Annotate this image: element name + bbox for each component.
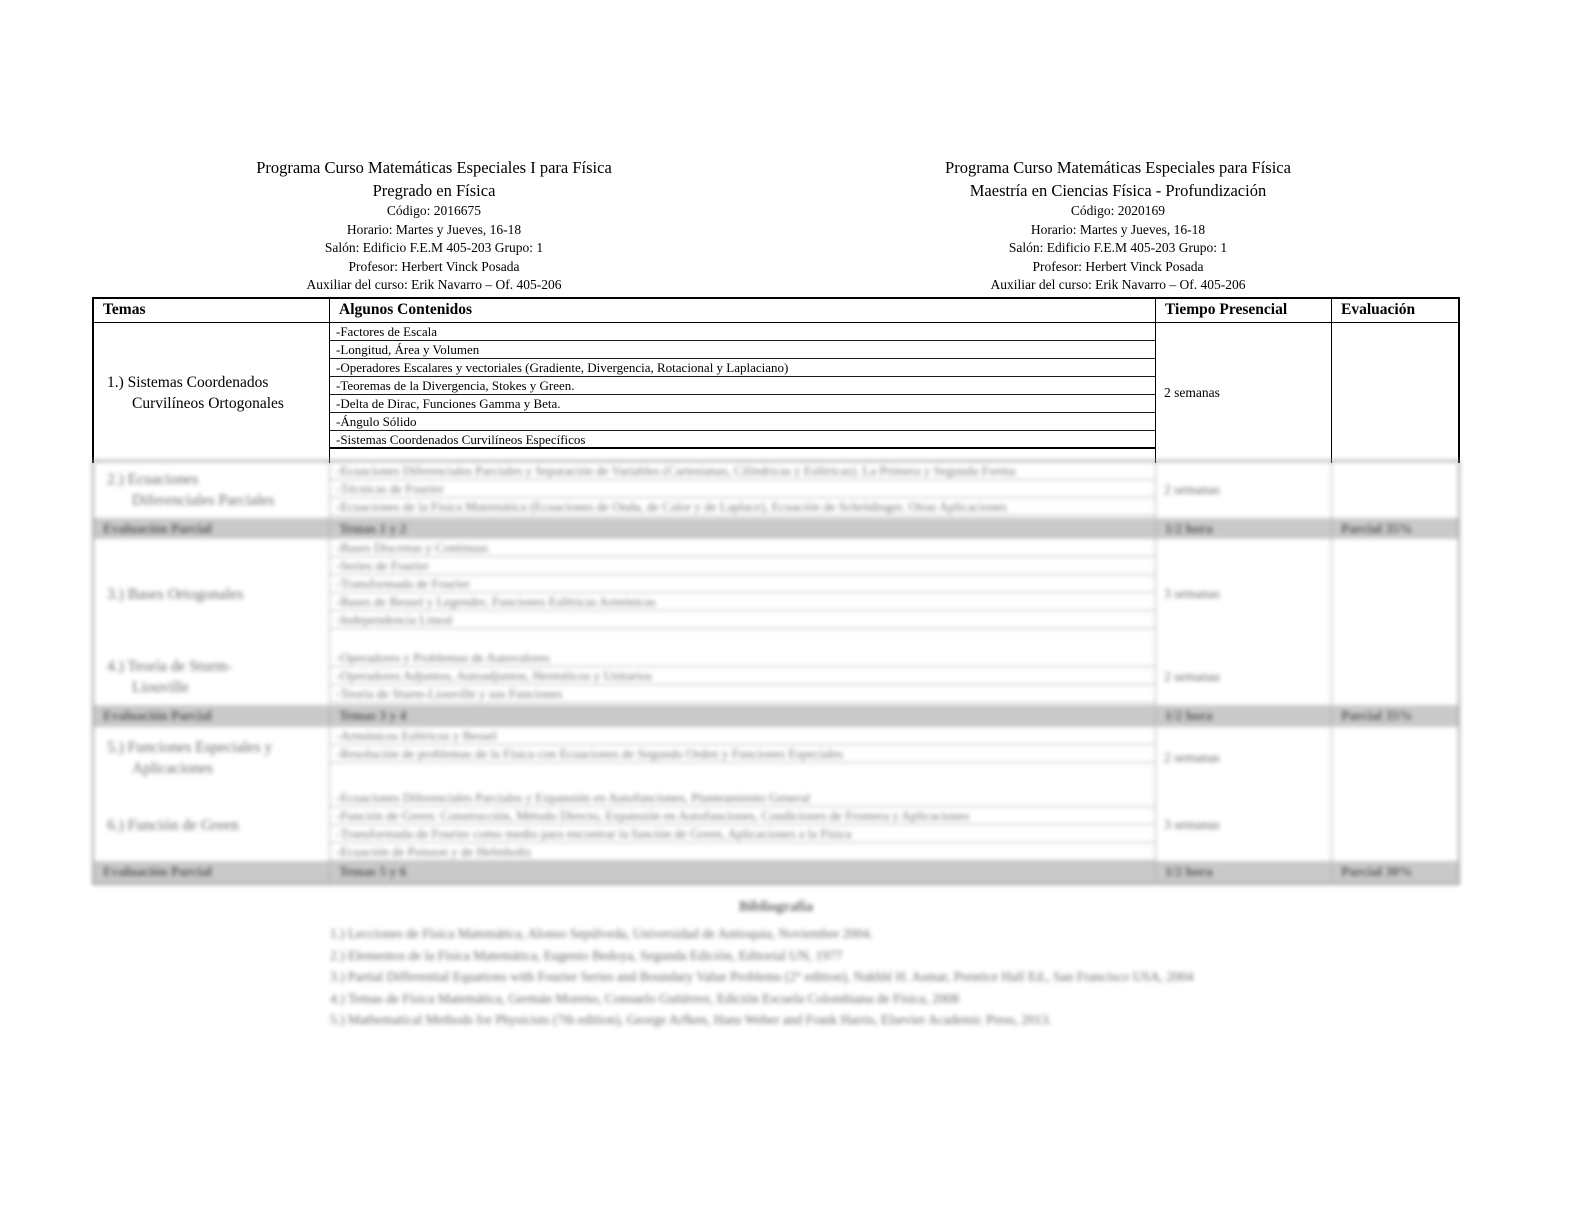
tema-label-line: Curvilíneos Ortogonales [132,395,284,412]
column-header-tiempo: Tiempo Presencial [1156,299,1332,322]
bibliography-entry: 4.) Temas de Física Matemática, Germán Moreno, Consuelo Gutiérrez, Edición Escuela Colombiana de Física, 2008 [330,990,960,1006]
tiempo-cell: 2 semanas [1156,462,1332,518]
tema-label-line: Liouville [132,679,189,696]
content-item: -Armónicos Esféricos y Bessel [330,727,1155,745]
course-schedule: Horario: Martes y Jueves, 16-18 [1030,221,1206,237]
tema-label-line: 4.) Teoría de Sturm- [107,658,233,675]
bibliography [92,899,1460,1031]
bibliography-entry: 1.) Lecciones de Física Matemática, Alonso Sepúlveda, Universidad de Antioquia, Noviembre 2004. [330,926,873,941]
evaluacion-cell [1332,649,1458,705]
tema-label-line: 3.) Bases Ortogonales [107,585,244,603]
contenidos-cell [330,649,1156,705]
table-row [94,462,1458,518]
course-code: Código: 2016675 [386,203,482,218]
course-subtitle: Pregrado en Física [372,181,496,200]
content-item: -Ecuaciones de la Física Matemática (Ecuaciones de Onda, de Calor y de Laplace), Ecuación de Schrödinger, Otras Aplicaciones [330,498,1155,516]
content-item: -Técnicas de Fourier [330,480,1155,498]
header-left [92,156,776,295]
evaluacion-cell [1332,323,1458,463]
bibliography-entry: 5.) Mathematical Methods for Physicists (7th edition), George Arfken, Hans Weber and Frank Harris, Elsevier Academic Press, 2013. [330,1012,1052,1028]
band-temas: Temas 5 y 6 [330,861,1156,883]
content-item: -Operadores y Problemas de Autovalores [330,649,1155,667]
course-title: Programa Curso Matemáticas Especiales para Física [945,158,1291,177]
evaluation-band-row [94,518,1458,539]
tema-cell [94,323,330,463]
tiempo-cell: 2 semanas [1156,323,1332,463]
content-item: -Sistemas Coordenados Curvilíneos Específicos [330,431,1155,449]
band-label: Evaluación Parcial [94,861,330,883]
tiempo-cell: 3 semanas [1156,789,1332,861]
course-room: Salón: Edificio F.E.M 405-203 Grupo: 1 [1008,240,1228,256]
content-item: -Ecuaciones Diferenciales Parciales y Expansión en Autofunciones, Planteamiento General [330,789,1155,807]
tema-label-line: 1.) Sistemas Coordenados [107,374,269,391]
course-assistant: Auxiliar del curso: Erik Navarro – Of. 405-206 [306,277,562,293]
course-headers [92,156,1460,295]
content-item: -Longitud, Área y Volumen [330,341,1155,359]
contenidos-cell [330,789,1156,861]
band-label: Evaluación Parcial [94,705,330,727]
band-label: Evaluación Parcial [94,518,330,539]
content-item: -Delta de Dirac, Funciones Gamma y Beta. [330,395,1155,413]
content-item: -Series de Fourier [330,557,1155,575]
content-item: -Ángulo Sólido [330,413,1155,431]
course-professor: Profesor: Herbert Vinck Posada [348,258,520,274]
tema-label-line: 5.) Funciones Especiales y [107,739,273,756]
table-row [94,727,1458,789]
table-header-row [94,299,1458,323]
course-schedule: Horario: Martes y Jueves, 16-18 [346,221,522,237]
tema-label-line: Aplicaciones [132,760,213,777]
content-item: -Resolución de problemas de la Física con Ecuaciones de Segundo Orden y Funciones Especiales [330,745,1155,763]
table-row [94,323,1458,463]
band-evaluacion: Parcial 35% [1341,520,1413,536]
tema-cell [94,649,330,705]
evaluacion-cell [1332,462,1458,518]
band-temas: Temas 1 y 2 [330,518,1156,539]
contenidos-cell [330,539,1156,649]
bibliography-title: Bibliografía [738,899,814,915]
content-item: -Bases Discretas y Continuas [330,539,1155,557]
content-item: -Operadores Adjuntos, Autoadjuntos, Hermíticos y Unitarios [330,667,1155,685]
band-temas: Temas 3 y 4 [330,705,1156,727]
evaluation-band-row [94,861,1458,883]
header-right [776,156,1460,295]
course-subtitle: Maestría en Ciencias Física - Profundización [969,181,1267,200]
contenidos-cell [330,727,1156,789]
content-item: -Ecuaciones Diferenciales Parciales y Separación de Variables (Cartesianas, Cilíndricas y Esféricas). La Primera y Segunda Forma [330,462,1155,480]
tema-label-line: 6.) Función de Green [107,816,239,834]
content-item: -Factores de Escala [330,323,1155,341]
tema-label-line: Diferenciales Parciales [132,492,275,509]
bibliography-entries [92,923,1460,1031]
contenidos-cell [330,462,1156,518]
content-item: -Transformada de Fourier como medio para encontrar la función de Green, Aplicaciones a la Física [330,825,1155,843]
table-body-obscured [94,462,1458,883]
tiempo-cell: 2 semanas [1156,649,1332,705]
bibliography-entry: 3.) Partial Differential Equations with Fourier Series and Boundary Value Problems (2° edition), Nakhlé H. Asmar, Prentice Hall Ed., San Francisco USA, 2004 [330,969,1194,985]
course-room: Salón: Edificio F.E.M 405-203 Grupo: 1 [324,240,544,256]
evaluacion-cell [1332,539,1458,649]
column-header-contenidos: Algunos Contenidos [330,299,1156,322]
evaluation-band-row [94,705,1458,727]
tema-cell [94,539,330,649]
content-item: -Función de Green: Construcción, Método Directo, Expansión en Autofunciones, Condiciones de Frontera y Aplicaciones [330,807,1155,825]
band-evaluacion: Parcial 35% [1341,708,1413,723]
content-item: -Teoría de Sturm-Liouville y sus Funciones [330,685,1155,703]
course-assistant: Auxiliar del curso: Erik Navarro – Of. 405-206 [990,277,1246,293]
table-body-clear [94,323,1458,463]
content-item: -Operadores Escalares y vectoriales (Gradiente, Divergencia, Rotacional y Laplaciano) [330,359,1155,377]
tema-cell [94,789,330,861]
contenidos-cell [330,323,1156,463]
content-item: -Ecuación de Poisson y de Helmholtz [330,843,1155,861]
course-title: Programa Curso Matemáticas Especiales I para Física [256,158,612,177]
tema-cell [94,462,330,518]
syllabus-table-obscured [92,460,1460,885]
tiempo-cell: 3 semanas [1156,539,1332,649]
content-item: -Bases de Bessel y Legendre, Funciones Esféricas Armónicas [330,593,1155,611]
band-tiempo: 1/2 hora [1156,861,1332,883]
content-item: -Independencia Lineal [330,611,1155,629]
band-evaluacion: Parcial 30% [1341,864,1413,879]
tema-label-line: 2.) Ecuaciones [107,471,199,488]
evaluacion-cell [1332,727,1458,789]
table-row [94,539,1458,649]
table-row [94,789,1458,861]
band-tiempo: 1/2 hora [1156,518,1332,539]
course-code: Código: 2020169 [1070,203,1166,218]
column-header-evaluacion: Evaluación [1341,301,1416,318]
course-professor: Profesor: Herbert Vinck Posada [1032,258,1204,274]
bibliography-entry: 2.) Elementos de la Física Matemática, Eugenio Bedoya, Segunda Edición, Editorial UN, 1977 [330,947,843,963]
content-item: -Transformada de Fourier [330,575,1155,593]
syllabus-table [92,297,1460,463]
table-row [94,649,1458,705]
content-item: -Teoremas de la Divergencia, Stokes y Green. [330,377,1155,395]
column-header-temas: Temas [94,299,330,322]
tema-cell [94,727,330,789]
band-tiempo: 1/2 hora [1156,705,1332,727]
evaluacion-cell [1332,789,1458,861]
tiempo-cell: 2 semanas [1156,727,1332,789]
